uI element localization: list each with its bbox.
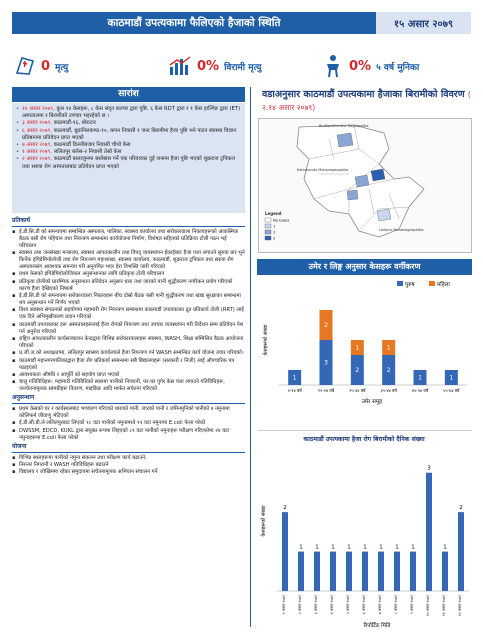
map-label-kathmandu: Kathmandu Mahanagarpalika <box>297 168 349 172</box>
bar-male-label: 1 <box>418 374 422 382</box>
daily-bar <box>394 552 400 591</box>
response-item: ▪ प्र.जी.ज.को अध्यक्षतामा, ललितपुर स्वास्थ्य कार्यालयले हैजा नियन्त्रण गर्न WASH सम्बन्धित कार्य योजना तयार गरिएको। <box>12 350 245 357</box>
x-tick-label: ५ असार २०७९ <box>346 595 350 615</box>
summary-item-text: काठमाडौं, बुढानिलकण्ठ-१०, कपन निवासी १ जना बिरामीमा हैजा पुष्टि भने पाटन स्वास्थ्य विज्ञान प्रतिष्ठानमा प्रतिवेदन प्राप्त भएको <box>22 127 237 141</box>
summary-box <box>12 103 245 213</box>
plan-title: योजना <box>12 444 245 453</box>
summary-item-date: १ असार २०७९, <box>22 149 54 156</box>
daily-bar <box>458 512 464 591</box>
x-tick-label: ३५-४४ वर्ष <box>380 388 397 393</box>
daily-cases-chart-svg <box>257 431 472 631</box>
response-item: ▪ प्रथम केसको इपिडेमियोलोजिकल अनुसन्धानका लागि प्रतिकृया टोली परिचालन <box>12 271 245 278</box>
daily-chart-title: काठमाडौं उपत्यकामा हैजा रोग बिरामीको दैनिक संख्या <box>303 436 425 443</box>
report-title: काठमाडौं उपत्यकामा फैलिएको हैजाको स्थिति <box>107 17 281 29</box>
plan-item: ▪ विद्यालय र जोखिममा रहेका समुदायमा सचेतनामूलक अभियान संचालन गर्ने <box>12 469 245 476</box>
stat-case-fatality-label: विरामी मृत्यु <box>224 62 262 73</box>
summary-item-text: काठमाडौं डिल्लीबजार निवासी चौथो केस <box>53 142 131 149</box>
daily-bar-label: 2 <box>459 505 463 512</box>
bar-female-label: 1 <box>386 344 391 352</box>
summary-item-date: ६ असार २०७९, <box>22 127 54 134</box>
column-divider <box>250 87 251 627</box>
daily-bar-label: 1 <box>347 544 351 551</box>
response-list <box>12 229 245 393</box>
response-item: ▪ ई.डी.सि.डी को समन्वयमा सरोकारवाला निकायहरू बीच दोस्रो बैठक बसी पानी शुद्धीकरण तथा खाद्य सुरक्षाका सम्बन्धमा थप अनुसन्धान गर्ने निर्णय भएको <box>12 293 245 307</box>
x-tick-label: ९ असार २०७९ <box>410 595 414 615</box>
plan-item: ▪ निरन्तर निगरानी र WASH गतिविधिहरू बढाउने <box>12 462 245 469</box>
x-tick-label: ४ असार २०७९ <box>330 595 334 615</box>
daily-bar-label: 1 <box>299 544 303 551</box>
summary-item-date: २ असार २०७९, <box>22 156 54 163</box>
summary-item-date: ३ असार २०७९, <box>22 120 54 127</box>
daily-bar-label: 1 <box>443 544 447 551</box>
ward-map-svg <box>259 119 471 252</box>
daily-bar <box>346 552 352 591</box>
map-label-lalitpur: Lalitpur Mahanagarpalika <box>379 228 424 232</box>
legend-female-label: महिला <box>437 282 450 288</box>
stat-deaths-label: मृत्यु <box>55 62 69 73</box>
summary-item-date: ७ असार २०७९, <box>22 142 54 149</box>
summary-item-text: काठमाडौं-१६, बोराटार <box>53 120 96 127</box>
daily-bar <box>330 552 336 591</box>
map-title-text: वडाअनुसार काठमाडौं उपत्यकामा हैजाका बिरामीको विवरण <box>262 89 465 100</box>
daily-cases-chart <box>257 430 472 630</box>
bar-male-label: 2 <box>386 367 391 374</box>
daily-bar <box>298 552 304 591</box>
bar-female-label: 1 <box>355 344 360 352</box>
x-tick-label: ३ असार २०७९ <box>314 595 318 615</box>
plan-list <box>12 455 245 477</box>
legend-label-2: 2 <box>273 230 276 235</box>
response-title: प्रतिकार्य <box>12 218 245 227</box>
report-header <box>12 12 471 34</box>
plan-item: ▪ विभिन्न स्थलहरूमा पानीको नमुना संकलन तथा परीक्षण कार्य बढाउने, <box>12 455 245 462</box>
y-axis-label: केसहरूको संख्या <box>261 505 267 537</box>
response-item: ▪ काठमाडौं महानगरपालिकाद्वारा हैजा रोग प्रतिकार्य सम्बन्धमा सबै बिद्यालयहरू (सरकारी र निजी) लाई औपचारिक पत्र पठाइएको <box>12 358 245 372</box>
stat-case-fatality-value: 0% <box>197 58 220 74</box>
response-item: ▪ काठमाडौं उपत्यकाका हरू अस्पतालहरूलाई हैजा रोगको नियन्त्रण तथा उपचार व्यवस्थापन गरी निर्देशन सम्म प्रतिवेदन पेश गर्न अनुरोध गरिएको <box>12 322 245 336</box>
stat-under-five <box>318 50 472 82</box>
response-item: ▪ प्रतिकृया टोलीको प्रारम्भिक अनुसन्धान प्रतिवेदन अनुसार धारा तथा जारको पानी शुद्धीकरण नगरिकन प्रयोग गरिएको कारण हैजा देखिएको निष्कर्ष <box>12 279 245 293</box>
research-item: ▪ DWSSM, EDCD, KUKL द्वारा संयुक्त रूपमा लिइएको ८९ वटा पानीको नमुनाहरू परीक्षण गरिएकोमा २४ वटा नमुनाहरूमा E.coli फेला परेको <box>12 428 245 442</box>
left-body <box>12 216 245 626</box>
daily-bar <box>378 552 384 591</box>
daily-bar <box>282 512 288 591</box>
x-tick-label: ०-१४ वर्ष <box>287 388 302 393</box>
legend-swatch-3 <box>265 236 271 240</box>
research-list <box>12 406 245 442</box>
x-tick-label: ४५-५४ वर्ष <box>411 388 429 393</box>
summary-item <box>16 156 241 170</box>
age-sex-chart <box>257 277 472 412</box>
daily-bar-label: 1 <box>379 544 383 551</box>
legend-label-1: 1 <box>273 224 276 229</box>
daily-bar <box>314 552 320 591</box>
response-item: ▪ विश्व स्वास्थ्य संगठनको सहयोगमा महामारी रोग नियन्त्रण सम्बन्धमा काठमाडौं उपत्यकाका द्रुत प्रतिकार्य टोली (RRT) लाई एक दिने अभिमुखीकरण प्रदान गरिएको <box>12 307 245 321</box>
daily-bar-label: 1 <box>315 544 319 551</box>
bar-male-label: 1 <box>292 374 297 382</box>
legend-label-0: No Cases <box>273 218 290 223</box>
legend-swatch-2 <box>265 230 271 234</box>
bar-male-label: 3 <box>324 359 328 367</box>
summary-item <box>16 128 241 142</box>
response-item: ▪ ई.डी.सि.डी को समन्वयमा सम्बन्धित अस्पताल, पालिका, स्वास्थ्य कार्यालय तथा सरोकारवाला निकायहरूको आकस्मिक बैठक बसी रोग पहिचान तथा नियन्त्रण सम्बन्धमा कार्ययोजना निर्माण, विशेषज्ञ सहितको प्रतिक्रिया टोली गठन भई परिचालन <box>12 229 245 250</box>
research-item: ▪ ई.डी.सी.डी.ले ललितपुरबाट लिएको १८ वटा पानीको नमुनामध्ये १२ वटा नमुनामा E.coli फेला परेको <box>12 420 245 427</box>
summary-item-text: कुल १४ केसहरू, ८ केस संदृत कल्चर द्वारा पुष्टि, ६ केस RDT द्वारा र १ केस हाल्पिङ द्वारा (ET) अस्पतालमा र बिरामीको उपचार भइरहेको छ । <box>22 106 241 120</box>
legend-male-swatch <box>397 281 403 286</box>
legend-swatch-0 <box>265 218 271 222</box>
stat-deaths <box>10 50 164 82</box>
stat-case-fatality <box>164 50 318 82</box>
daily-bar-label: 1 <box>363 544 367 551</box>
response-item: ▪ चालु गतिविधिहरू: महामारी गतिविधिको स्थलमा पानीको निगरानी, घर-घर पुगेर केस पत्ता लगाउने गतिविधिहरू, जनचेतनामूलक सामग्रीहरू वितरण, माइकिङ आदि मार्फत सचेतना गरिएको <box>12 379 245 393</box>
summary-title: सारांश <box>12 87 245 102</box>
x-tick-label: ६ असार २०७९ <box>362 595 366 615</box>
age-sex-chart-svg <box>257 277 472 412</box>
daily-bar-label: 1 <box>395 544 399 551</box>
coffin-icon <box>14 55 36 77</box>
summary-item <box>16 106 241 120</box>
y-axis-label: केसहरूको संख्या <box>263 324 269 356</box>
daily-bar <box>442 552 448 591</box>
summary-item-date: १४ असार २०७९, <box>22 106 57 112</box>
bar-chart-icon <box>168 55 192 77</box>
bar-male-label: 2 <box>355 367 360 374</box>
x-tick-label: ७ असार २०७९ <box>378 595 382 615</box>
stats-row <box>10 50 472 82</box>
research-item: ▪ प्रथम केसको घर र कार्यस्थलबाट भण्डारण गरिएको धाराको पानी, जारको पानी र जमिनमुनिको पानीको ४ नमुनामा कोलिफर्म जीवाणु भेटिएको <box>12 406 245 420</box>
response-item: ▪ आवश्यकता औषधि र आपूर्ति को सहयोग प्राप्त भएको <box>12 372 245 379</box>
legend-swatch-1 <box>265 224 271 228</box>
x-tick-label: २५-३४ वर्ष <box>349 388 366 393</box>
bar-female-label: 2 <box>324 322 328 329</box>
daily-bar <box>426 473 432 591</box>
response-item: ▪ स्वास्थ्य तथा जनसंख्या मन्त्रालय, स्वास्थ्य आपतकालीन तथा विपद् व्यवस्थापन ईकाईबाट हैजा पत्ता लगाउने सुरुवा प्रार भुने किर्नेक इपिडेमियोलोजी तथा रोग नियन्त्रण महाशाखा, स्वास्थ्य कार्यालय, काठमाडौं, शुक्रराज ट्रपिकल तथा सरुवा रोग अस्पतालसंग आवश्यक समन्वय गरी अनुगमित भएर हेरा विभक्ति जारी गरिएको <box>12 250 245 271</box>
x-tick-label: १५-२४ वर्ष <box>317 388 335 393</box>
x-tick-label: २ असार २०७९ <box>298 595 302 615</box>
research-title: अनुसन्धान <box>12 395 245 404</box>
legend-female-swatch <box>429 281 435 286</box>
map-label-budhanilkantha: Budhanilkantha Nagarpalika <box>319 124 369 128</box>
x-tick-label: १० असार २०७९ <box>426 595 430 617</box>
child-icon <box>322 54 344 78</box>
stat-under-five-value: 0% <box>349 58 372 74</box>
daily-bar-label: 1 <box>331 544 335 551</box>
ward-map <box>258 118 472 253</box>
stat-under-five-label: ५ वर्ष मुनिका <box>376 62 420 73</box>
summary-item-text: काठमाडौं बालाजुनमा बसोबास गर्ने एक परिवारका दुई जनामा हैजा पुष्टि भएको शुक्रराज ट्रपिकल तथा सरुवा रोग अस्पतालबाट प्रतिवेदन प्राप्त भएको <box>22 156 235 170</box>
x-tick-label: ८ असार २०७९ <box>394 595 398 615</box>
x-axis-label: रिपोर्टिङ मिति <box>363 623 391 629</box>
x-tick-label: १ असार २०७९ <box>282 595 286 615</box>
age-sex-chart-title: उमेर र लिङ्ग अनुसार केसहरू वर्गीकरण <box>257 259 472 275</box>
daily-bar <box>362 552 368 591</box>
daily-bar <box>410 552 416 591</box>
legend-label-3: 3 <box>273 236 276 241</box>
summary-list <box>16 106 241 171</box>
x-tick-label: १२ असार २०७९ <box>458 595 462 617</box>
map-date: ( २.१४ असार २०७९) <box>262 90 471 112</box>
stat-deaths-value: 0 <box>41 58 51 74</box>
report-date: १५ असार २०७९ <box>376 12 471 34</box>
daily-bar-label: 3 <box>427 465 431 472</box>
map-legend-title: Legend <box>265 211 282 216</box>
daily-bar-label: 1 <box>411 544 415 551</box>
map-title <box>262 88 472 114</box>
x-axis-label: उमेर समूह <box>361 399 383 405</box>
summary-item <box>16 120 241 127</box>
legend-male-label: पुरुष <box>405 282 415 288</box>
daily-bar-label: 2 <box>283 505 287 512</box>
response-item: ▪ राष्ट्रिय आपतकालीन कार्यसञ्चालन केन्द्रद्वारा विभिन्न सरोकारवालाहरू स्वास्थ्य, WASH, शिक्षा सम्मिलित बैठक आयोजना गरिएको <box>12 336 245 350</box>
x-tick-label: ५५-६४ वर्ष <box>443 388 460 393</box>
x-tick-label: ११ असार २०७९ <box>442 595 446 617</box>
summary-item-text: ललितपुर बलेस-२ निवासी तेस्रो केस <box>53 149 122 156</box>
bar-male-label: 1 <box>449 374 454 382</box>
